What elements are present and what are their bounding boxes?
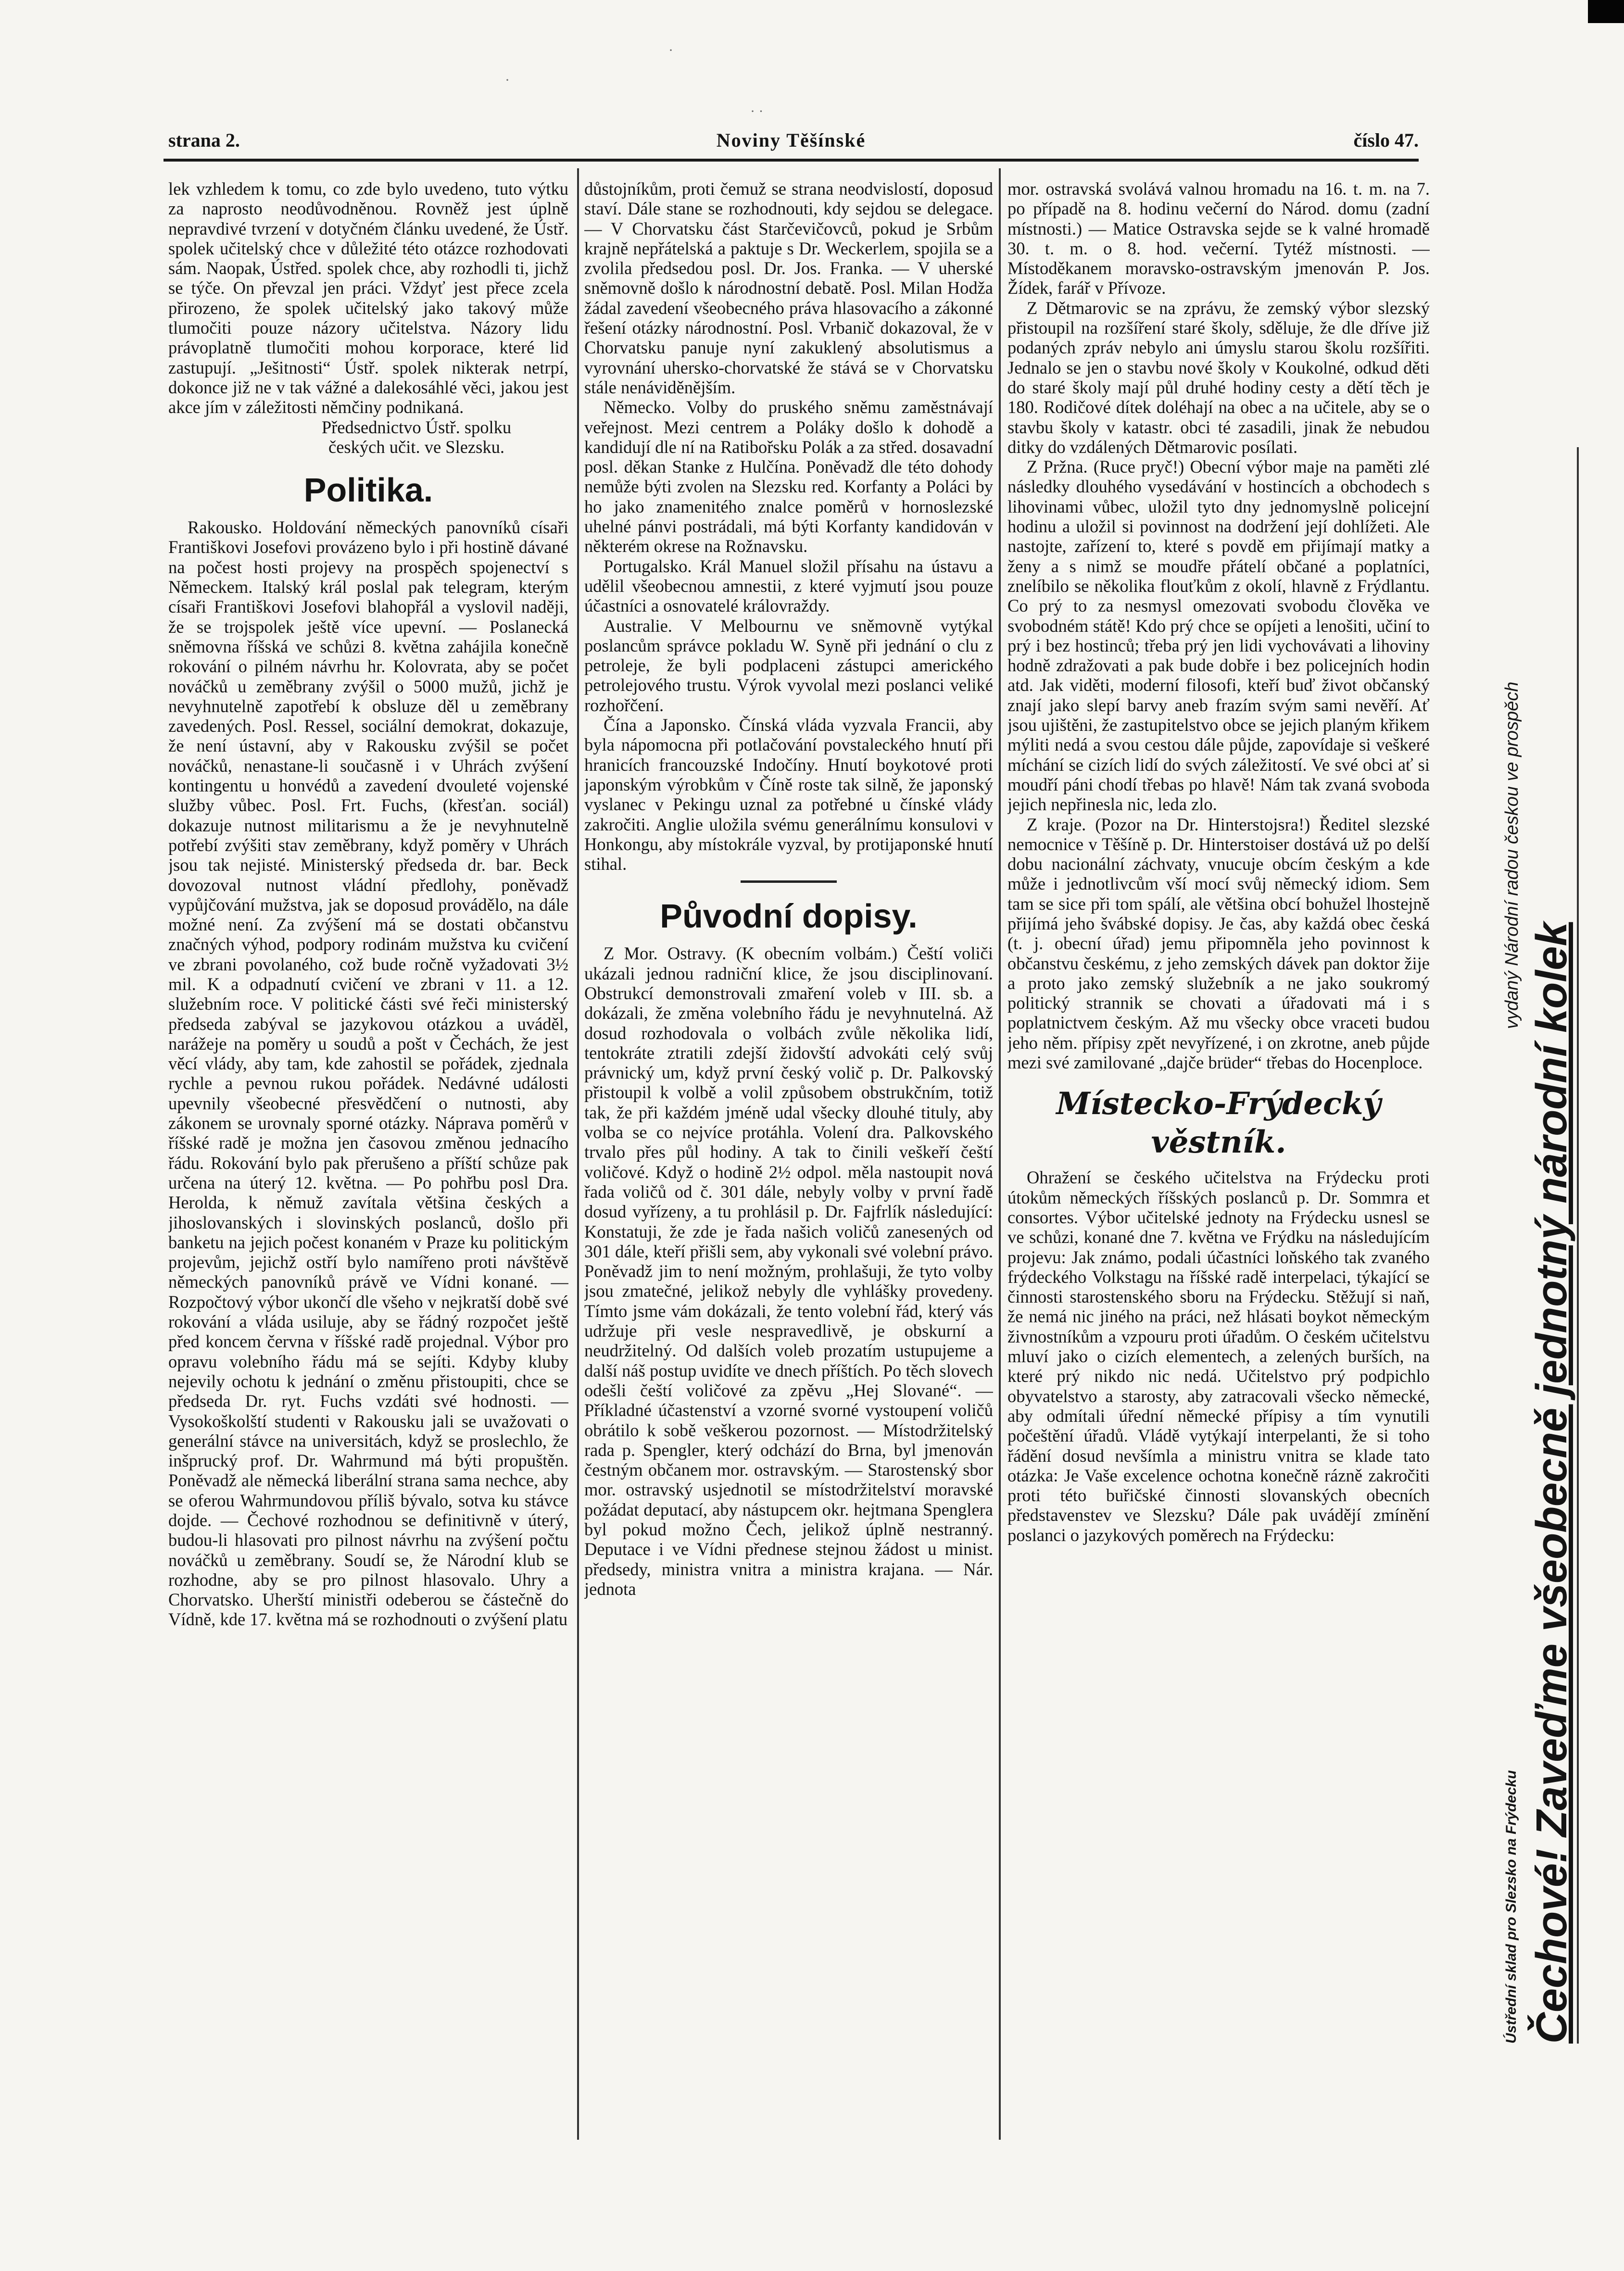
article-paragraph: mor. ostravská svolává valnou hromadu na 16. t. m. na 7. po případě na 8. hodinu večerní do Národ. domu (zadní místnosti.) — Matice Ostravska sejde se k valné hromadě 30. t. m. o 8. hod. večerní. Tytéž místnosti. — Místoděkanem moravsko-ostravským jmenován P. Jos. Žídek, farář v Přívoze. <box>1007 179 1430 298</box>
ad-rule <box>1577 447 1579 2044</box>
article-paragraph: Německo. Volby do pruského sněmu zaměstnávají veřejnost. Mezi centrem a Poláky došlo k dohodě a kandidují dle ní na Ratibořsku Polák a za střed. dosavadní posl. děkan Stanke z Hulčína. Poněvadž dle této dohody nemůže býti zvolen na Slezsku red. Korfanty a Poláci by ho jako znamenitého znalce poměrů v hornoslezské uhelné pánvi postrádali, má býti Korfanty kandidován v některém okrese na Rožnavsku. <box>584 397 993 556</box>
ad-headline: Čechové! Zaveďme všeobecně jednotný národní kolek <box>1528 922 1576 2044</box>
column-divider <box>999 168 1001 2140</box>
scan-speck: · <box>668 42 673 58</box>
section-heading-vestnik: Místecko-Frýdecký věstník. <box>1056 1086 1381 1161</box>
signature-line: českých učit. ve Slezsku. <box>328 437 504 457</box>
article-paragraph: Z Pržna. (Ruce pryč!) Obecní výbor maje na paměti zlé následky dlouhého vysedávání v hostincích a obchodech s lihovinami vůbec, uložil tyto dny jednomyslně policejní hodinu a uložil si povinnost na dodržení její dohlížeti. Ale nastojte, zařízení to, které s povdě em přijímají matky a ženy a s nimž se moudře přátelí občané a poplatníci, znelíbilo se několika flouťkům z okolí, hlavně z Frýdlantu. Co prý to za nesmysl omezovati svobodu člověka ve svobodném státě! Kdo prý chce se opíjeti a lenošiti, učiní to prý i bez hostinců; třeba prý jen lidi vychovávati a lihoviny hodně zdražovati a pak bude dobře i bez policejních hodin atd. Jak viděti, moderní filosofi, kteří buď život občanský znají jako slepí barvy aneb frazím svým sami nevěří. Ať jsou ujištěni, že zastupitelstvo obce se jejich planým křikem mýliti nedá a svou cestou dále půjde, zapovídaje si veškeré míchání se cizích lidí do svých záležitostí. Ve své obci ať si moudří páni chodí třebas po hlavě! Nám tak zvaná svoboda jejich nepřinesla nic, leda zlo. <box>1007 457 1430 815</box>
article-paragraph: Čína a Japonsko. Čínská vláda vyzvala Francii, aby byla nápomocna při potlačování povstaleckého hnutí při hranicích francouzské Indočíny. Hnutí boykotové proti japonským výrobkům v Číně roste tak silně, že japonský vyslanec v Pekingu uznal za potřebné u čínské vlády zakročiti. Anglie uložila svému generálnímu konsulovi v Honkongu, aby místokrále vyzval, by protijaponské hnutí stihal. <box>584 715 993 874</box>
article-continuation: lek vzhledem k tomu, co zde bylo uvedeno, tuto výtku za naprosto neodůvodněnou. Rovněž jest úplně nepravdivé tvrzení v dotyčném článku uvedené, že Ústř. spolek učitelský chce v důležité této otázce rozhodovati sám. Naopak, Ústřed. spolek chce, aby rozhodli ti, jichž se týče. On převzal jen práci. Vždyť jest přece zcela přirozeno, že spolek učitelský jako takový může tlumočiti pouze názory učitelstva. Názory lidu právoplatně tlumočiti mohou korporace, které lid zastupují. „Ješitnosti“ Ústř. spolek nikterak netrpí, dokonce již ne v tak vážné a dalekosáhlé věci, jakou jest akce jím v záležitosti němčiny podnikaná. <box>168 179 568 417</box>
article-paragraph: Z Dětmarovic se na zprávu, že zemský výbor slezský přistoupil na rozšíření staré školy, sděluje, že dle dříve již podaných zpráv nebylo ani úmyslu starou školu rozšířiti. Jednalo se jen o stavbu nové školy v Koukolné, odkud děti do staré školy mají půl druhé hodiny cesty a dětí těch je 180. Rodičové dítek doléhají na obec a na učitele, aby se o stavbu školy v katastr. obci té zasadili, jinak že nebudou ditky do vzdálených Dětmarovic posílati. <box>1007 298 1430 457</box>
ad-subline: Ústřední sklad pro Slezsko na Frýdecku <box>1503 1770 1519 2044</box>
column-divider <box>577 168 579 2140</box>
article-paragraph: důstojníkům, proti čemuž se strana neodvislostí, doposud staví. Dále stane se rozhodnouti, kdy sejdou se delegace. — V Chorvatsku část Starčevičovců, pokud je Srbům krajně nepřátelská a paktuje s Dr. Weckerlem, spojila se a zvolila předsedou posl. Dr. Jos. Franka. — V uherské sněmovně došlo k národnostní debatě. Posl. Milan Hodža žádal zavedení všeobecného práva hlasovacího a zákonné řešení otázky národnostní. Posl. Vrbanič dokazoval, že v Chorvatsku panuje nyní zakuklený absolutismus a vyrovnání uhersko-chorvatské že stává se v Chorvatsku stále nenáviděnějším. <box>584 179 993 397</box>
article-paragraph: Australie. V Melbournu ve sněmovně vytýkal poslancům správce pokladu W. Syně při jednání o clu z petroleje, že byli podplaceni zástupci amerického petrolejového trustu. Výrok vyvolal mezi poslanci veliké rozhořčení. <box>584 615 993 715</box>
column-1 <box>168 179 568 2135</box>
section-heading-politika: Politika. <box>303 471 433 509</box>
header-rule <box>164 159 1419 162</box>
issue-number: číslo 47. <box>1353 129 1419 151</box>
article-paragraph: Portugalsko. Král Manuel složil přísahu na ústavu a udělil všeobecnou amnestii, z které vyjmutí jsou pouze účastníci a osnovatelé královraždy. <box>584 556 993 616</box>
newspaper-title: Noviny Těšínské <box>716 129 866 151</box>
column-2 <box>584 179 993 2135</box>
column-3 <box>1007 179 1430 2135</box>
article-paragraph: Rakousko. Holdování německých panovníků císaři Františkovi Josefovi provázeno bylo i při hostině dávané na počest hosti projevy na prospěch spojenectví s Německem. Italský král poslal pak telegram, kterým císaři Františkovi Josefovi blahopřál a vyslovil naději, že se trojspolek ještě více upevní. — Poslanecká sněmovna říšská ve schůzi 8. května zahájila konečně rokování o pilném návrhu hr. Kolovrata, aby se počet nováčků u zeměbrany zvýšil o 5000 mužů, jichž je nevyhnutelně zapotřebí k obsluze děl u zeměbrany zavedených. Posl. Ressel, sociální demokrat, dokazuje, že není ústavní, aby v Rakousku zvýšil se počet nováčků, nenastane-li současně i v Uhrách zvýšení kontingentu u honvédů a zavedení dvouleté vojenské služby vůbec. Posl. Frt. Fuchs, (křesťan. sociál) dokazuje nutnost militarismu a že je nevyhnutelně potřebí zvýšiti stav zeměbrany, když poměry v Uhrách jsou tak nejisté. Ministerský předseda dr. bar. Beck dovozoval nutnost vládní předlohy, poněvadž vypůjčování mužstva, jak se doposud provádělo, na dále možné není. Za zvýšení má se dostati občanstvu značných výhod, podpory rodinám mužstva ku cvičení ve zbrani povolaného, což bude ročně vyžadovati 3½ mil. K a odpadnutí cvičení ve zbrani v 11. a 12. služebním roce. V politické části své řeči ministerský předseda zabýval se jazykovou otázkou a uváděl, narážeje na poměry u soudů a pošt v Čechách, že jest věcí vlády, aby tam, kde zahostil se pořádek, zjednala rychle a pevnou rukou pořádek. Nedávné události upevnily všeobecné přesvědčení o nutnosti, aby zákonem se urovnaly sporné otázky. Náprava poměrů v říšské radě je možna jen časovou změnou jednacího řádu. Rokování bylo pak přerušeno a příští schůze pak určena na úterý 12. května. — Po pohřbu posl Dra. Herolda, k němuž zavítala většina českých a jihoslovanských i slovinských poslanců, došlo při banketu na jejich počest konaném v Praze ku politickým projevům, jejichž ostří bylo namířeno proti návštěvě německých panovníků právě ve Vídni konané. — Rozpočtový výbor ukončí dle všeho v nejkratší době své rokování a vláda usiluje, aby se řádný rozpočet ještě před koncem června v říšské radě projednal. Výbor pro opravu volebního řádu má se sejíti. Kdyby kluby nejevily ochotu k jednání o změnu přistoupiti, chce se předseda Dr. ryt. Fuchs vzdáti své hodnosti. — Vysokoškolští studenti v Rakousku jali se uvažovati o generální stávce na universitách, když se proslechlo, že inšprucký prof. Dr. Wahrmund má býti propuštěn. Poněvadž ale německá liberální strana sama nechce, aby se oferou Wahrmundovou příliš bývalo, sotva ku stávce dojde. — Čechové rozhodnou se definitivně v úterý, budou-li hlasovati pro pilnost návrhu na zvýšení počtu nováčků u zeměbrany. Soudí se, že Národní klub se rozhodne, aby se pro pilnost hlasovalo. Uhry a Chorvatsko. Uherští ministři odeberou se částečně do Vídně, kde 17. května má se rozhodnouti o zvýšení platu <box>168 517 568 1630</box>
scan-speck: · · <box>750 103 764 119</box>
article-paragraph: Z kraje. (Pozor na Dr. Hinterstojsra!) Ředitel slezské nemocnice v Těšíně p. Dr. Hinterstoiser dostává už po delší dobu nacionální záchvaty, vnucuje obcím českým a kde může i jednotlivcům vší mocí svůj německý idiom. Sem tam se sice při tom spálí, ale většina obcí bohužel lhostejně přijímá jeho švábské dopisy. Je čas, aby každá obec česká (t. j. obecní úřad) jemu připomněla jeho povinnost k občanstvu českému, z jeho zemských dávek pan doktor žije a proto jako zemský služebník a ne jako soukromý politický strannik se chovati a úřadovati má i s poplatnictvem českým. Až mu všecky obce vraceti budou jeho něm. přípisy zpět nevyřízené, i on zkrotne, aneb půjde mezi své zamilované „dajče brüder“ třebas do Hocenploce. <box>1007 814 1430 1073</box>
page-corner-mark <box>1588 0 1624 23</box>
article-paragraph: Ohražení se českého učitelstva na Frýdecku proti útokům německých říšských poslanců p. Dr. Sommra et consortes. Výbor učitelské jednoty na Frýdecku usnesl se ve schůzi, konané dne 7. května ve Frýdku na následujícím projevu: Jak známo, podali účastníci loňského tak zvaného frýdeckého Volkstagu na říšské radě interpelaci, týkající se činnosti starostenského sboru na Frýdecku. Stěžují si naň, že nemá nic jiného na práci, než hlásati boykot německým živnostníkům a vzpouru proti úřadům. O českém učitelstvu mluví jako o cizích elementech, a zelených burších, na které prý nikdo nic nedá. Učitelstvo prý podpichlo obyvatelstvo a starosty, aby zatracovali všecko německé, aby odmítali úřední německé přípisy a tím vynutili počeštění úřadů. Vládě vytýkají interpelanti, že si toho řádění dosud nevšímla a ministru vnitra se klade tato otázka: Je Vaše excelence ochotna konečně rázně zakročiti proti této buřičské činnosti slovanských obecních představenstev ve Slezsku? Dále pak uvádějí zmínění poslanci o jazykových poměrech na Frýdecku: <box>1007 1167 1430 1545</box>
ad-subline: vydaný Národní radou českou ve prospěch <box>1502 681 1522 1029</box>
section-divider <box>741 880 837 883</box>
page-header <box>164 126 1419 155</box>
section-heading-dopisy: Původní dopisy. <box>660 897 918 935</box>
signature-block <box>168 417 568 457</box>
signature-line: Předsednictvo Ústř. spolku <box>321 417 512 437</box>
page-number: strana 2. <box>168 129 240 151</box>
vertical-advertisement <box>1498 447 1580 2044</box>
scan-speck: · <box>505 72 510 88</box>
article-paragraph: Z Mor. Ostravy. (K obecním volbám.) Čeští voliči ukázali jednou radniční klice, že jsou disciplinovaní. Obstrukcí demonstrovali zmaření voleb v III. sb. a dokázali, že změna volebního řádu je nevyhnutelná. Až dosud rozhodovala o volbách zvůle několika lidí, tentokráte ztratili zdejší židovští advokáti celý svůj právnický um, když první český volič p. Dr. Palkovský přistoupil k volbě a volil způsobem obstrukčním, totiž tak, že při každém jméně udal všecky dlouhé tituly, aby volba se co nejvíce protáhla. Volení dra. Palkovského trvalo přes půl hodiny. A tak to činili veškeří čeští voličové. Když o hodině 2½ odpol. měla nastoupit nová řada voličů od č. 301 dále, nebyly volby v první řadě dosud vyřízeny, a tu prohlásil p. Dr. Fajfrlík následující: Konstatuji, že zde je řada našich voličů zanesených od 301 dále, kteří přišli sem, aby vykonali své volební právo. Poněvadž jim to není možným, prohlašuji, že tyto volby jsou zmatečné, jelikož nebyly dle vyhlášky provedeny. Tímto jsme vám dokázali, že tento volební řád, který vás udržuje při vesle nespravedlivě, je obskurní a neudržitelný. Od dalších voleb prozatím ustupujeme a další náš postup uvidíte ve dnech příštích. Po těch slovech odešli čeští voličové za zpěvu „Hej Slované“. — Příkladné účastenství a vzorné svorné vystoupení voličů obrátilo k sobě veškerou pozornost. — Místodržitelský rada p. Spengler, který odchází do Brna, byl jmenován čestným občanem mor. ostravským. — Starostenský sbor mor. ostravský usjednotil se místodržitelství moravské požádat deputací, aby nástupcem okr. hejtmana Spenglera byl pokud možno Čech, jelikož úplně nestranný. Deputace i ve Vídni přednese stejnou žádost u minist. předsedy, ministra vnitra a ministra krajana. — Nár. jednota <box>584 943 993 1599</box>
